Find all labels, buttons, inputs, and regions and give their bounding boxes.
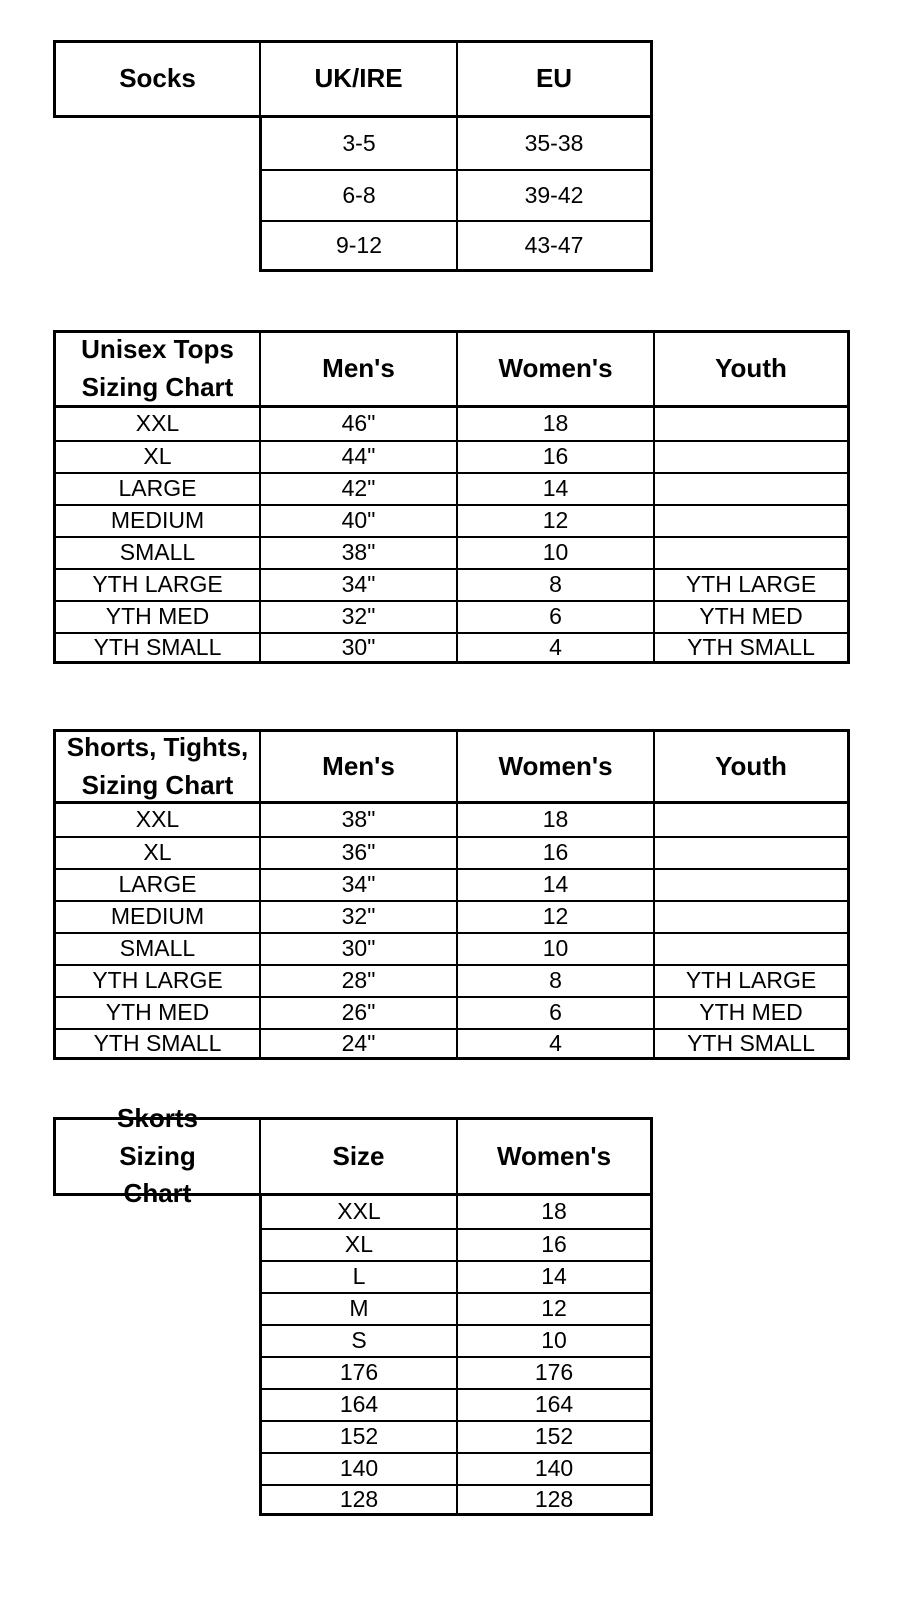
table-row xyxy=(53,408,850,440)
unisex-tops-header-womens: Women's xyxy=(456,330,653,408)
shorts-cell xyxy=(653,900,850,932)
shorts-cell: 36" xyxy=(259,836,456,868)
table-row xyxy=(53,836,850,868)
table-row xyxy=(53,440,850,472)
skorts-cell: XL xyxy=(259,1228,456,1260)
skorts-cell: XXL xyxy=(259,1196,456,1228)
socks-header-label: Socks xyxy=(53,40,259,118)
socks-cell: 35-38 xyxy=(456,118,653,169)
table-row xyxy=(53,1028,850,1060)
shorts-cell: 12 xyxy=(456,900,653,932)
table-row xyxy=(53,1260,653,1292)
table-row xyxy=(53,868,850,900)
unisex-tops-cell: 34" xyxy=(259,568,456,600)
skorts-header-row xyxy=(53,1102,653,1209)
table-row xyxy=(53,536,850,568)
skorts-table xyxy=(53,1102,653,1516)
table-row xyxy=(53,568,850,600)
socks-cell: 9-12 xyxy=(259,220,456,272)
unisex-tops-cell: 42" xyxy=(259,472,456,504)
unisex-tops-cell: YTH MED xyxy=(53,600,259,632)
unisex-tops-cell: 46" xyxy=(259,408,456,440)
shorts-cell xyxy=(653,868,850,900)
skorts-header-label: Skorts Sizing Chart xyxy=(53,1117,259,1196)
shorts-header-row xyxy=(53,729,850,804)
shorts-cell: 24" xyxy=(259,1028,456,1060)
shorts-table xyxy=(53,729,850,1060)
unisex-tops-cell xyxy=(653,504,850,536)
socks-cell: 3-5 xyxy=(259,118,456,169)
table-row xyxy=(53,600,850,632)
shorts-cell xyxy=(653,836,850,868)
shorts-cell xyxy=(653,804,850,836)
shorts-cell: 32" xyxy=(259,900,456,932)
skorts-cell: 128 xyxy=(259,1484,456,1516)
shorts-cell: 6 xyxy=(456,996,653,1028)
table-row xyxy=(53,1420,653,1452)
shorts-cell: YTH LARGE xyxy=(53,964,259,996)
shorts-cell: YTH LARGE xyxy=(653,964,850,996)
shorts-cell: 8 xyxy=(456,964,653,996)
shorts-cell: YTH MED xyxy=(53,996,259,1028)
shorts-cell: YTH MED xyxy=(653,996,850,1028)
unisex-tops-header-row xyxy=(53,330,850,408)
unisex-tops-cell: 38" xyxy=(259,536,456,568)
socks-cell: 43-47 xyxy=(456,220,653,272)
unisex-tops-cell: 16 xyxy=(456,440,653,472)
unisex-tops-cell: 10 xyxy=(456,536,653,568)
unisex-tops-cell: XL xyxy=(53,440,259,472)
table-row xyxy=(53,504,850,536)
unisex-tops-cell: LARGE xyxy=(53,472,259,504)
skorts-cell: L xyxy=(259,1260,456,1292)
unisex-tops-cell: YTH MED xyxy=(653,600,850,632)
unisex-tops-cell xyxy=(653,536,850,568)
unisex-tops-header-youth: Youth xyxy=(653,330,850,408)
unisex-tops-cell: 14 xyxy=(456,472,653,504)
unisex-tops-cell: YTH LARGE xyxy=(653,568,850,600)
table-row xyxy=(53,900,850,932)
unisex-tops-cell xyxy=(653,472,850,504)
skorts-cell: 18 xyxy=(456,1196,653,1228)
shorts-cell: SMALL xyxy=(53,932,259,964)
shorts-cell: 26" xyxy=(259,996,456,1028)
socks-header-ukire: UK/IRE xyxy=(259,40,456,118)
shorts-cell: 34" xyxy=(259,868,456,900)
skorts-cell: 12 xyxy=(456,1292,653,1324)
socks-table xyxy=(53,40,653,272)
socks-header-eu: EU xyxy=(456,40,653,118)
unisex-tops-table xyxy=(53,330,850,664)
socks-cell: 6-8 xyxy=(259,169,456,220)
skorts-cell: M xyxy=(259,1292,456,1324)
skorts-cell: 16 xyxy=(456,1228,653,1260)
table-row xyxy=(53,220,653,272)
table-row xyxy=(53,1228,653,1260)
skorts-cell: 14 xyxy=(456,1260,653,1292)
socks-cell: 39-42 xyxy=(456,169,653,220)
table-row xyxy=(53,472,850,504)
skorts-cell: 140 xyxy=(259,1452,456,1484)
shorts-header-youth: Youth xyxy=(653,729,850,804)
unisex-tops-cell xyxy=(653,440,850,472)
unisex-tops-header-label: Unisex Tops Sizing Chart xyxy=(53,330,259,408)
table-row xyxy=(53,632,850,664)
shorts-cell: LARGE xyxy=(53,868,259,900)
skorts-cell: 10 xyxy=(456,1324,653,1356)
table-row xyxy=(53,1388,653,1420)
unisex-tops-cell: XXL xyxy=(53,408,259,440)
skorts-cell: 164 xyxy=(456,1388,653,1420)
unisex-tops-cell: 12 xyxy=(456,504,653,536)
unisex-tops-cell: 6 xyxy=(456,600,653,632)
unisex-tops-header-mens: Men's xyxy=(259,330,456,408)
table-row xyxy=(53,1324,653,1356)
skorts-cell: 176 xyxy=(259,1356,456,1388)
shorts-header-label: Shorts, Tights, Sizing Chart xyxy=(53,729,259,804)
unisex-tops-cell: 44" xyxy=(259,440,456,472)
unisex-tops-cell: 32" xyxy=(259,600,456,632)
shorts-cell: 10 xyxy=(456,932,653,964)
shorts-cell: 38" xyxy=(259,804,456,836)
table-row xyxy=(53,964,850,996)
shorts-cell: 28" xyxy=(259,964,456,996)
unisex-tops-cell xyxy=(653,408,850,440)
skorts-cell: 128 xyxy=(456,1484,653,1516)
unisex-tops-cell: YTH SMALL xyxy=(53,632,259,664)
table-row xyxy=(53,996,850,1028)
table-row xyxy=(53,1292,653,1324)
shorts-cell xyxy=(653,932,850,964)
unisex-tops-cell: SMALL xyxy=(53,536,259,568)
shorts-cell: YTH SMALL xyxy=(53,1028,259,1060)
shorts-cell: MEDIUM xyxy=(53,900,259,932)
unisex-tops-cell: 4 xyxy=(456,632,653,664)
table-row xyxy=(53,1452,653,1484)
shorts-cell: 18 xyxy=(456,804,653,836)
table-row xyxy=(53,1356,653,1388)
skorts-header-size: Size xyxy=(259,1117,456,1196)
shorts-cell: XXL xyxy=(53,804,259,836)
shorts-cell: 16 xyxy=(456,836,653,868)
unisex-tops-cell: 40" xyxy=(259,504,456,536)
unisex-tops-cell: 30" xyxy=(259,632,456,664)
unisex-tops-cell: YTH SMALL xyxy=(653,632,850,664)
table-row xyxy=(53,169,653,220)
table-row xyxy=(53,1484,653,1516)
unisex-tops-cell: MEDIUM xyxy=(53,504,259,536)
unisex-tops-cell: 18 xyxy=(456,408,653,440)
skorts-cell: 176 xyxy=(456,1356,653,1388)
shorts-header-mens: Men's xyxy=(259,729,456,804)
shorts-header-womens: Women's xyxy=(456,729,653,804)
unisex-tops-cell: 8 xyxy=(456,568,653,600)
table-row xyxy=(53,804,850,836)
table-row xyxy=(53,1196,653,1228)
skorts-cell: 140 xyxy=(456,1452,653,1484)
unisex-tops-cell: YTH LARGE xyxy=(53,568,259,600)
table-row xyxy=(53,118,653,169)
skorts-cell: 152 xyxy=(259,1420,456,1452)
socks-header-row xyxy=(53,40,653,118)
shorts-cell: 4 xyxy=(456,1028,653,1060)
table-row xyxy=(53,932,850,964)
skorts-cell: 164 xyxy=(259,1388,456,1420)
shorts-cell: 30" xyxy=(259,932,456,964)
skorts-cell: S xyxy=(259,1324,456,1356)
shorts-cell: YTH SMALL xyxy=(653,1028,850,1060)
shorts-cell: XL xyxy=(53,836,259,868)
shorts-cell: 14 xyxy=(456,868,653,900)
skorts-cell: 152 xyxy=(456,1420,653,1452)
skorts-header-womens: Women's xyxy=(456,1117,653,1196)
